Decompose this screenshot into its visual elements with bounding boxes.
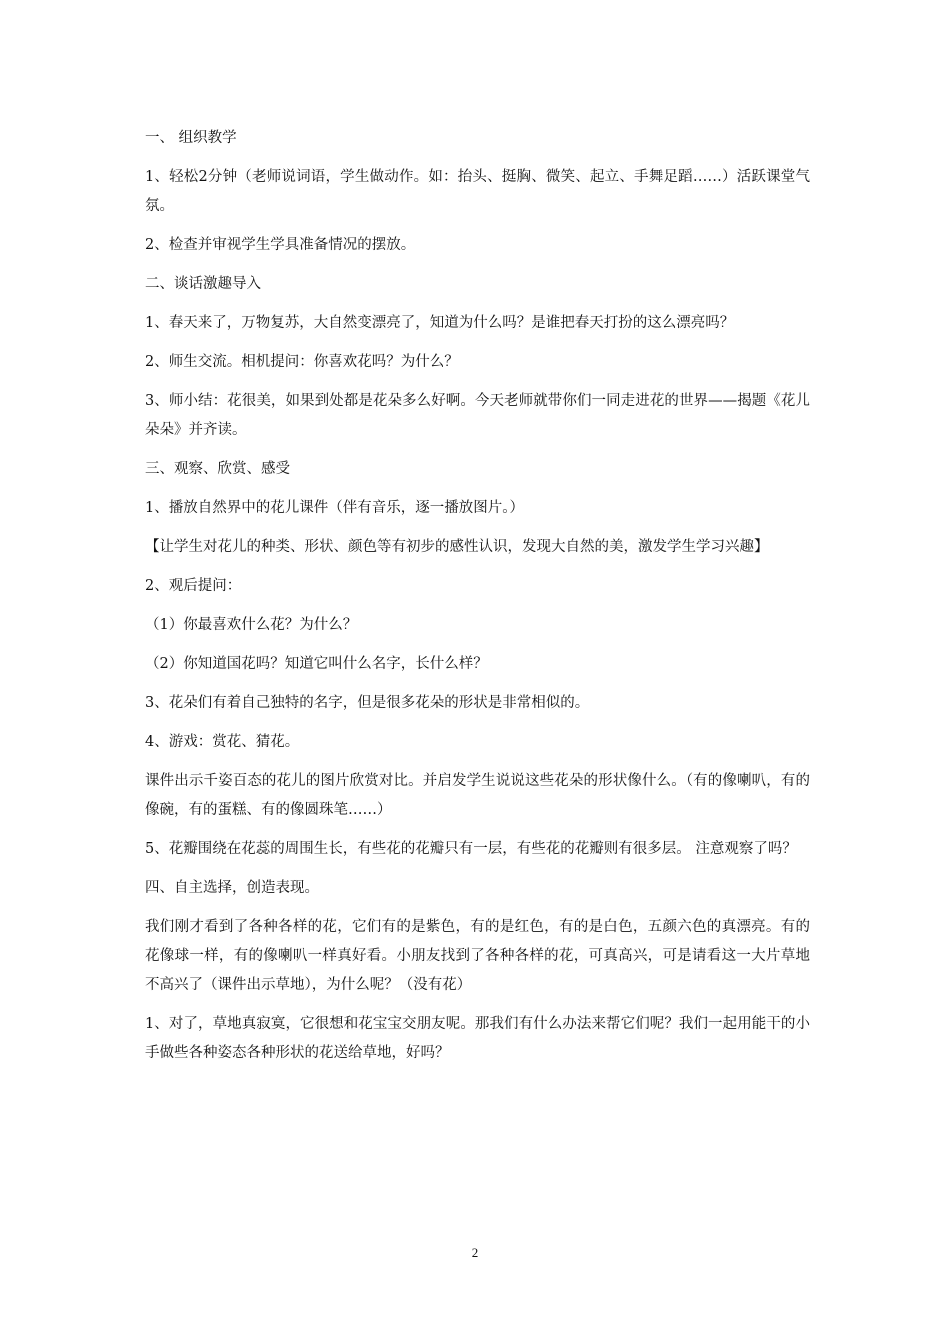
document-body bbox=[145, 124, 810, 1078]
paragraph-relax-activity: 1、轻松2分钟（老师说词语，学生做动作。如：抬头、挺胸、微笑、起立、手舞足蹈……）活跃课堂气氛。 bbox=[145, 169, 810, 214]
paragraph-question-1: （1）你最喜欢什么花？为什么？ bbox=[145, 617, 358, 633]
paragraph-teacher-summary: 3、师小结：花很美，如果到处都是花朵多么好啊。今天老师就带你们一同走进花的世界——揭题《花儿朵朵》并齐读。 bbox=[145, 393, 810, 438]
paragraph-game: 4、游戏：赏花、猜花。 bbox=[145, 734, 300, 750]
section-heading-introduction: 二、谈话激趣导入 bbox=[145, 276, 261, 292]
paragraph-question-2: （2）你知道国花吗？知道它叫什么名字，长什么样？ bbox=[145, 656, 488, 672]
paragraph-lonely-grass: 1、对了，草地真寂寞，它很想和花宝宝交朋友呢。那我们有什么办法来帮它们呢？我们一起用能干的小手做些各种姿态各种形状的花送给草地，好吗？ bbox=[145, 1016, 810, 1061]
page-number: 2 bbox=[471, 1245, 479, 1260]
section-heading-creative-expression: 四、自主选择，创造表现。 bbox=[145, 880, 319, 896]
paragraph-spring-question: 1、春天来了，万物复苏，大自然变漂亮了，知道为什么吗？是谁把春天打扮的这么漂亮吗？ bbox=[145, 315, 735, 331]
paragraph-play-courseware: 1、播放自然界中的花儿课件（伴有音乐，逐一播放图片。） bbox=[145, 500, 524, 516]
paragraph-post-viewing-questions: 2、观后提问： bbox=[145, 578, 242, 594]
paragraph-check-materials: 2、检查并审视学生学具准备情况的摆放。 bbox=[145, 237, 416, 253]
section-heading-observe-appreciate: 三、观察、欣赏、感受 bbox=[145, 461, 290, 477]
paragraph-courseware-comparison: 课件出示千姿百态的花儿的图片欣赏对比。并启发学生说说这些花朵的形状像什么。（有的像喇叭，有的像碗，有的蛋糕、有的像圆珠笔……） bbox=[145, 773, 810, 818]
paragraph-teacher-student-exchange: 2、师生交流。相机提问：你喜欢花吗？为什么？ bbox=[145, 354, 459, 370]
paragraph-bracket-note: 【让学生对花儿的种类、形状、颜色等有初步的感性认识，发现大自然的美，激发学生学习兴趣】 bbox=[145, 539, 769, 555]
paragraph-flower-names: 3、花朵们有着自己独特的名字，但是很多花朵的形状是非常相似的。 bbox=[145, 695, 590, 711]
section-heading-organize-teaching: 一、 组织教学 bbox=[145, 130, 237, 146]
paragraph-petals: 5、花瓣围绕在花蕊的周围生长，有些花的花瓣只有一层，有些花的花瓣则有很多层。 注意观察了吗？ bbox=[145, 841, 797, 857]
paragraph-various-flowers: 我们刚才看到了各种各样的花，它们有的是紫色，有的是红色，有的是白色，五颜六色的真漂亮。有的花像球一样，有的像喇叭一样真好看。小朋友找到了各种各样的花，可真高兴，可是请看这一大片草地不高兴了（课件出示草地），为什么呢？（没有花） bbox=[145, 919, 810, 993]
